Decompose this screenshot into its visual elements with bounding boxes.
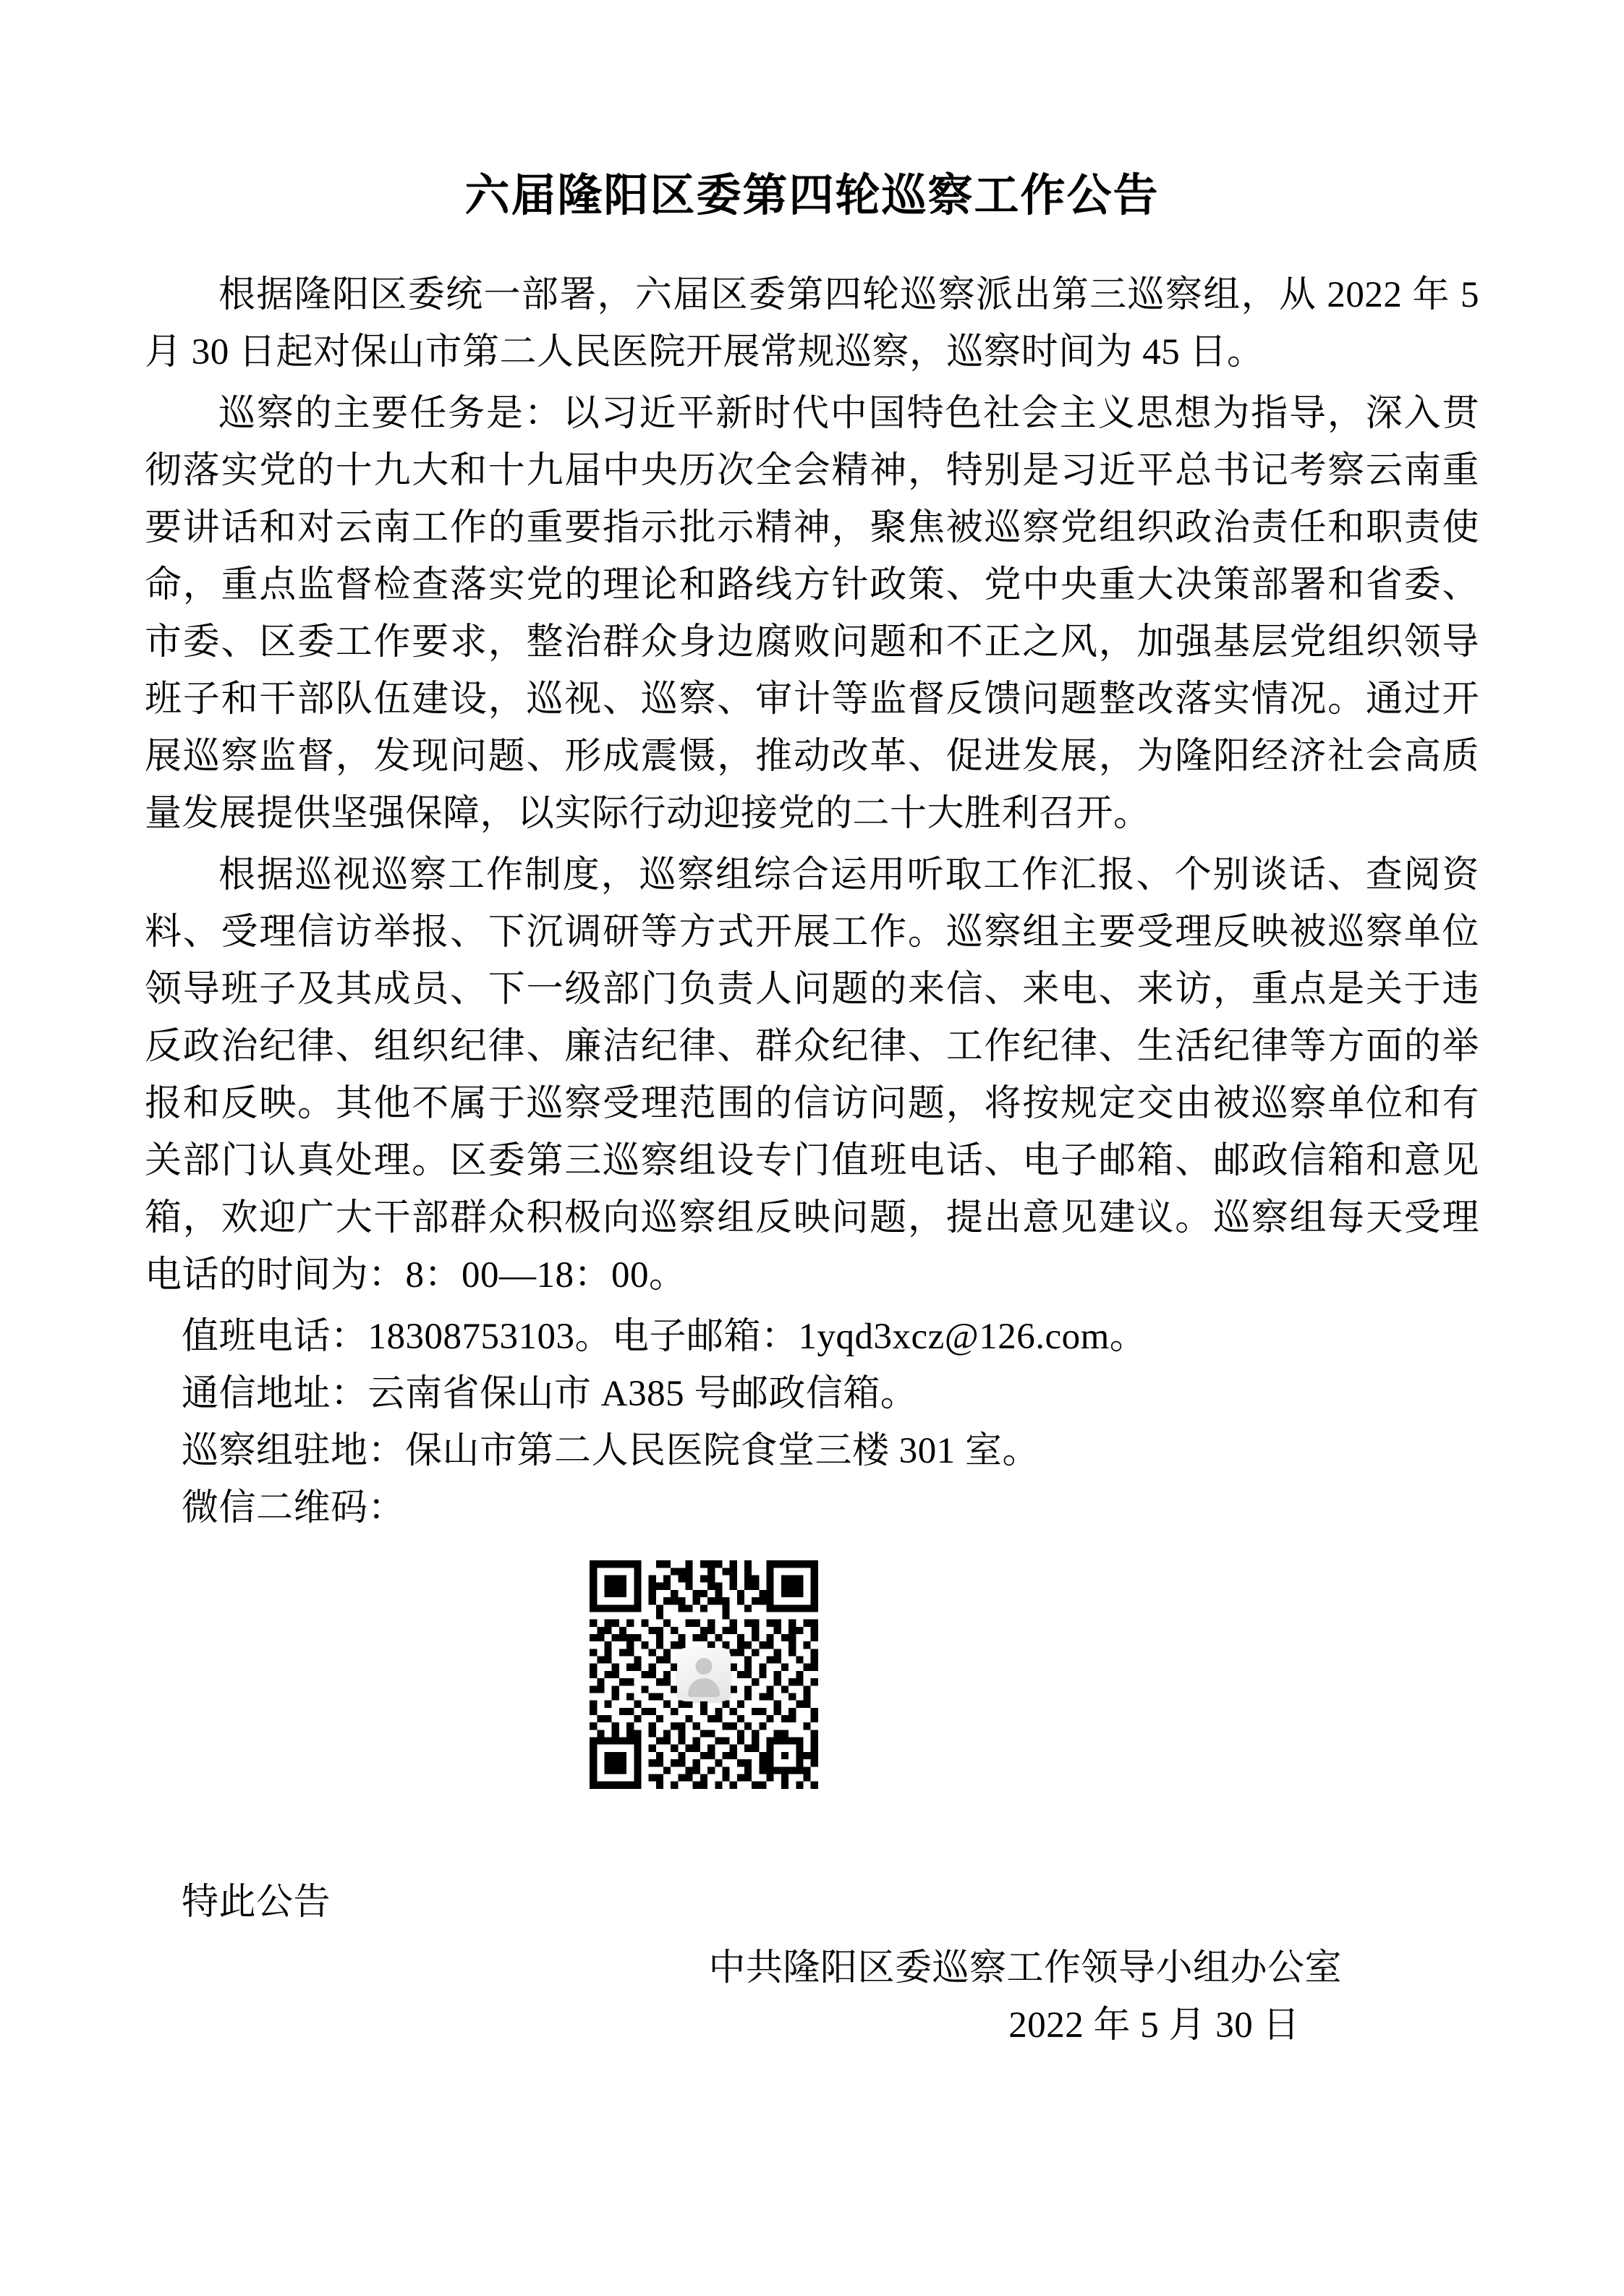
qr-code-container xyxy=(145,1553,1479,1796)
avatar-body-shape xyxy=(688,1678,720,1697)
issue-date: 2022 年 5 月 30 日 xyxy=(1008,2005,1300,2046)
issuing-organization: 中共隆阳区委巡察工作领导小组办公室 xyxy=(708,1948,1342,1989)
contact-station-line: 巡察组驻地：保山市第二人民医院食堂三楼 301 室。 xyxy=(182,1431,1040,1472)
paragraph-working-methods: 根据巡视巡察工作制度，巡察组综合运用听取工作汇报、个别谈话、查阅资料、受理信访举报、下沉调研等方式开展工作。巡察组主要受理反映被巡察单位领导班子及其成员、下一级部门负责人问题的来信、来电、来访，重点是关于违反政治纪律、组织纪律、廉洁纪律、群众纪律、工作纪律、生活纪律等方面的举报和反映。其他不属于巡察受理范围的信访问题，将按规定交由被巡察单位和有关部门认真处理。区委第三巡察组设专门值班电话、电子邮箱、邮政信箱和意见箱，欢迎广大干部群众积极向巡察组反映问题，提出意见建议。巡察组每天受理电话的时间为：8：00—18：00。 xyxy=(145,855,1479,1296)
page-title: 六届隆阳区委第四轮巡察工作公告 xyxy=(464,171,1160,221)
avatar-placeholder-icon xyxy=(677,1648,731,1701)
qr-code-label: 微信二维码： xyxy=(182,1488,406,1529)
contact-phone-email-line: 值班电话：18308753103。电子邮箱：1yqd3xcz@126.com。 xyxy=(182,1317,1147,1358)
wechat-qr-code-icon xyxy=(582,1553,825,1796)
signature-block xyxy=(145,1940,1479,2054)
contact-mailing-address-line: 通信地址：云南省保山市 A385 号邮政信箱。 xyxy=(182,1374,918,1415)
avatar-head-shape xyxy=(696,1658,713,1675)
paragraph-intro: 根据隆阳区委统一部署，六届区委第四轮巡察派出第三巡察组，从 2022 年 5 月 30 日起对保山市第二人民医院开展常规巡察，巡察时间为 45 日。 xyxy=(145,275,1479,373)
document-content xyxy=(145,0,1479,2054)
closing-notice: 特此公告 xyxy=(182,1882,331,1923)
paragraph-inspection-tasks: 巡察的主要任务是：以习近平新时代中国特色社会主义思想为指导，深入贯彻落实党的十九大和十九届中央历次全会精神，特别是习近平总书记考察云南重要讲话和对云南工作的重要指示批示精神，聚焦被巡察党组织政治责任和职责使命，重点监督检查落实党的理论和路线方针政策、党中央重大决策部署和省委、市委、区委工作要求，整治群众身边腐败问题和不正之风，加强基层党组织领导班子和干部队伍建设，巡视、巡察、审计等监督反馈问题整改落实情况。通过开展巡察监督，发现问题、形成震慑，推动改革、促进发展，为隆阳经济社会高质量发展提供坚强保障，以实际行动迎接党的二十大胜利召开。 xyxy=(145,394,1479,835)
